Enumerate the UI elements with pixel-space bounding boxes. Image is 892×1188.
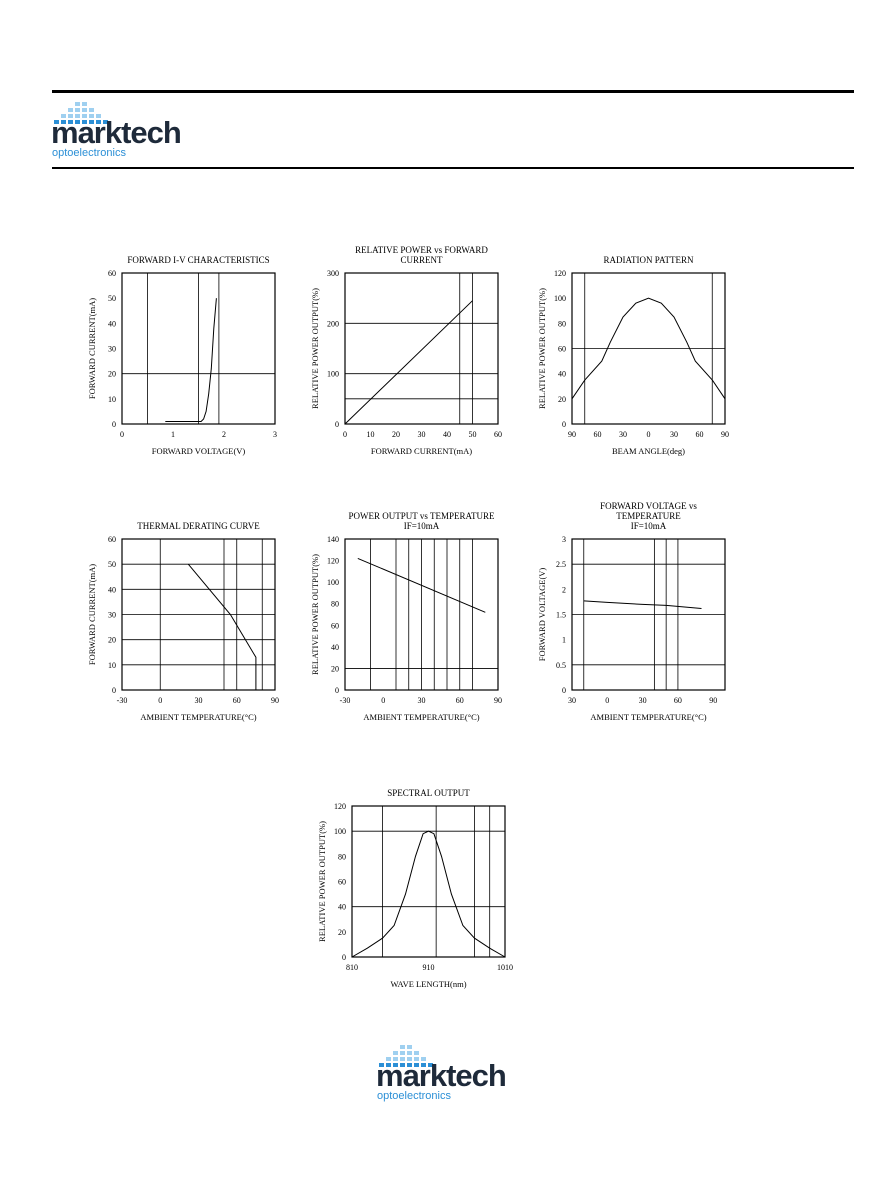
x-tick-label: 90 [709, 696, 718, 705]
chart-title: RADIATION PATTERN [603, 255, 694, 265]
chart-title: POWER OUTPUT vs TEMPERATURE [348, 511, 495, 521]
x-tick-label: 0 [120, 430, 124, 439]
y-axis-label: RELATIVE POWER OUTPUT(%) [310, 288, 320, 409]
y-axis-label: RELATIVE POWER OUTPUT(%) [537, 288, 547, 409]
x-axis-label: AMBIENT TEMPERATURE(°C) [363, 712, 480, 722]
x-tick-label: 910 [422, 963, 435, 972]
chart-power-vs-temperature [308, 497, 523, 730]
y-axis-label: FORWARD CURRENT(mA) [87, 563, 97, 666]
y-tick-label: 40 [338, 902, 346, 912]
y-tick-label: 200 [327, 319, 339, 329]
logo-wordmark: marktech [51, 115, 181, 150]
series-line [188, 564, 256, 690]
y-tick-label: 60 [108, 269, 116, 278]
x-tick-label: 30 [568, 696, 576, 705]
y-tick-label: 100 [334, 827, 346, 837]
y-tick-label: 80 [558, 319, 566, 329]
x-tick-label: 810 [346, 963, 358, 972]
series-line [584, 601, 702, 609]
footer-logo [377, 1041, 537, 1103]
logo-tagline: optoelectronics [377, 1090, 451, 1102]
y-tick-label: 120 [327, 556, 339, 566]
y-tick-label: 50 [108, 560, 116, 570]
x-tick-label: 90 [568, 430, 576, 439]
y-tick-label: 0 [335, 686, 339, 695]
y-tick-label: 300 [327, 269, 339, 278]
x-axis-label: FORWARD VOLTAGE(V) [151, 446, 246, 456]
chart-title: SPECTRAL OUTPUT [387, 788, 470, 798]
x-tick-label: 90 [271, 696, 279, 705]
y-tick-label: 60 [108, 535, 116, 544]
y-tick-label: 1 [562, 635, 566, 645]
x-tick-label: 40 [443, 430, 451, 439]
y-axis-label: FORWARD CURRENT(mA) [87, 297, 97, 400]
chart-title: IF=10mA [630, 521, 667, 531]
x-tick-label: 30 [638, 696, 647, 705]
chart-radiation-pattern [535, 244, 750, 464]
logo-dot [82, 102, 87, 106]
y-tick-label: 2 [562, 585, 566, 595]
x-tick-label: -30 [339, 696, 351, 705]
y-tick-label: 30 [108, 610, 116, 620]
logo-dot [400, 1045, 405, 1049]
x-axis-label: BEAM ANGLE(deg) [612, 446, 685, 456]
logo-dot [400, 1051, 405, 1055]
y-tick-label: 20 [331, 664, 339, 674]
y-tick-label: 2.5 [556, 560, 566, 570]
x-tick-label: 0 [646, 430, 651, 439]
chart-title: FORWARD VOLTAGE vs [600, 501, 697, 511]
chart-title: TEMPERATURE [616, 511, 681, 521]
x-tick-label: 2 [222, 430, 226, 439]
x-tick-label: 3 [273, 430, 277, 439]
x-tick-label: 60 [494, 430, 502, 439]
x-tick-label: 30 [417, 430, 426, 439]
chart-thermal-derating [85, 505, 295, 730]
y-axis-label: FORWARD VOLTAGE(V) [537, 567, 547, 662]
x-tick-label: 60 [232, 696, 241, 705]
chart-title: CURRENT [400, 255, 443, 265]
x-tick-label: 30 [619, 430, 627, 439]
y-tick-label: 60 [338, 877, 346, 887]
header-logo [52, 98, 212, 160]
y-tick-label: 40 [108, 585, 116, 595]
y-tick-label: 120 [554, 269, 566, 278]
chart-spectral-output [315, 757, 540, 997]
y-tick-label: 60 [558, 344, 566, 354]
y-tick-label: 10 [108, 394, 116, 404]
y-axis-label: RELATIVE POWER OUTPUT(%) [317, 821, 327, 942]
x-tick-label: 60 [695, 430, 704, 439]
chart-voltage-vs-temperature [535, 489, 750, 730]
chart-title: IF=10mA [403, 521, 440, 531]
y-tick-label: 40 [558, 369, 566, 379]
x-tick-label: 30 [194, 696, 203, 705]
chart-title: RELATIVE POWER vs FORWARD [355, 245, 488, 255]
y-tick-label: 60 [331, 621, 339, 631]
x-tick-label: 90 [494, 696, 502, 705]
x-axis-label: WAVE LENGTH(nm) [390, 979, 467, 989]
y-tick-label: 20 [558, 394, 566, 404]
y-tick-label: 120 [334, 802, 346, 811]
x-axis-label: AMBIENT TEMPERATURE(°C) [140, 712, 257, 722]
y-tick-label: 30 [108, 344, 116, 354]
x-tick-label: 50 [468, 430, 477, 439]
x-tick-label: 20 [392, 430, 400, 439]
series-line [165, 298, 216, 421]
chart-title: THERMAL DERATING CURVE [137, 521, 260, 531]
y-tick-label: 20 [108, 369, 116, 379]
logo-dot [89, 108, 94, 112]
x-tick-label: 0 [158, 696, 163, 705]
y-axis-label: RELATIVE POWER OUTPUT(%) [310, 554, 320, 675]
y-tick-label: 20 [338, 927, 346, 937]
y-tick-label: 100 [327, 578, 339, 588]
logo-dot [75, 108, 80, 112]
x-tick-label: 60 [593, 430, 602, 439]
logo-wordmark: marktech [376, 1058, 506, 1093]
series-line [352, 831, 505, 957]
x-tick-label: 0 [381, 696, 386, 705]
header-rule-top [52, 90, 854, 93]
x-tick-label: -30 [116, 696, 128, 705]
y-tick-label: 50 [108, 294, 116, 304]
y-tick-label: 140 [327, 535, 339, 544]
x-tick-label: 1010 [497, 963, 513, 972]
y-tick-label: 0.5 [556, 660, 566, 670]
y-tick-label: 100 [327, 369, 339, 379]
y-tick-label: 1.5 [556, 610, 566, 620]
x-axis-label: AMBIENT TEMPERATURE(°C) [590, 712, 707, 722]
y-tick-label: 0 [335, 420, 339, 429]
logo-dot [407, 1051, 412, 1055]
x-tick-label: 30 [670, 430, 678, 439]
y-tick-label: 80 [331, 599, 339, 609]
y-tick-label: 80 [338, 852, 346, 862]
y-tick-label: 0 [112, 686, 116, 695]
chart-title: FORWARD I-V CHARACTERISTICS [127, 255, 270, 265]
y-tick-label: 3 [562, 535, 566, 544]
series-line [345, 301, 473, 424]
chart-relative-power-vs-current [308, 240, 523, 464]
x-tick-label: 60 [455, 696, 464, 705]
y-tick-label: 0 [112, 420, 116, 429]
logo-tagline: optoelectronics [52, 147, 126, 159]
logo-dot [407, 1045, 412, 1049]
x-tick-label: 30 [417, 696, 426, 705]
x-tick-label: 60 [673, 696, 682, 705]
x-tick-label: 1 [171, 430, 175, 439]
y-tick-label: 40 [331, 642, 339, 652]
logo-dot [393, 1051, 398, 1055]
x-tick-label: 0 [343, 430, 347, 439]
y-tick-label: 10 [108, 660, 116, 670]
y-tick-label: 100 [554, 294, 566, 304]
x-tick-label: 10 [366, 430, 375, 439]
x-tick-label: 0 [605, 696, 610, 705]
logo-dot [68, 108, 73, 112]
logo-dot [82, 108, 87, 112]
y-tick-label: 20 [108, 635, 116, 645]
y-tick-label: 40 [108, 319, 116, 329]
logo-dot [414, 1051, 419, 1055]
plot-frame [352, 806, 505, 957]
y-tick-label: 0 [562, 686, 566, 695]
y-tick-label: 0 [342, 953, 346, 962]
x-axis-label: FORWARD CURRENT(mA) [370, 446, 473, 456]
logo-dot [75, 102, 80, 106]
header-rule-bottom [52, 167, 854, 169]
chart-forward-iv [85, 244, 295, 464]
y-tick-label: 0 [562, 420, 566, 429]
x-tick-label: 90 [721, 430, 729, 439]
